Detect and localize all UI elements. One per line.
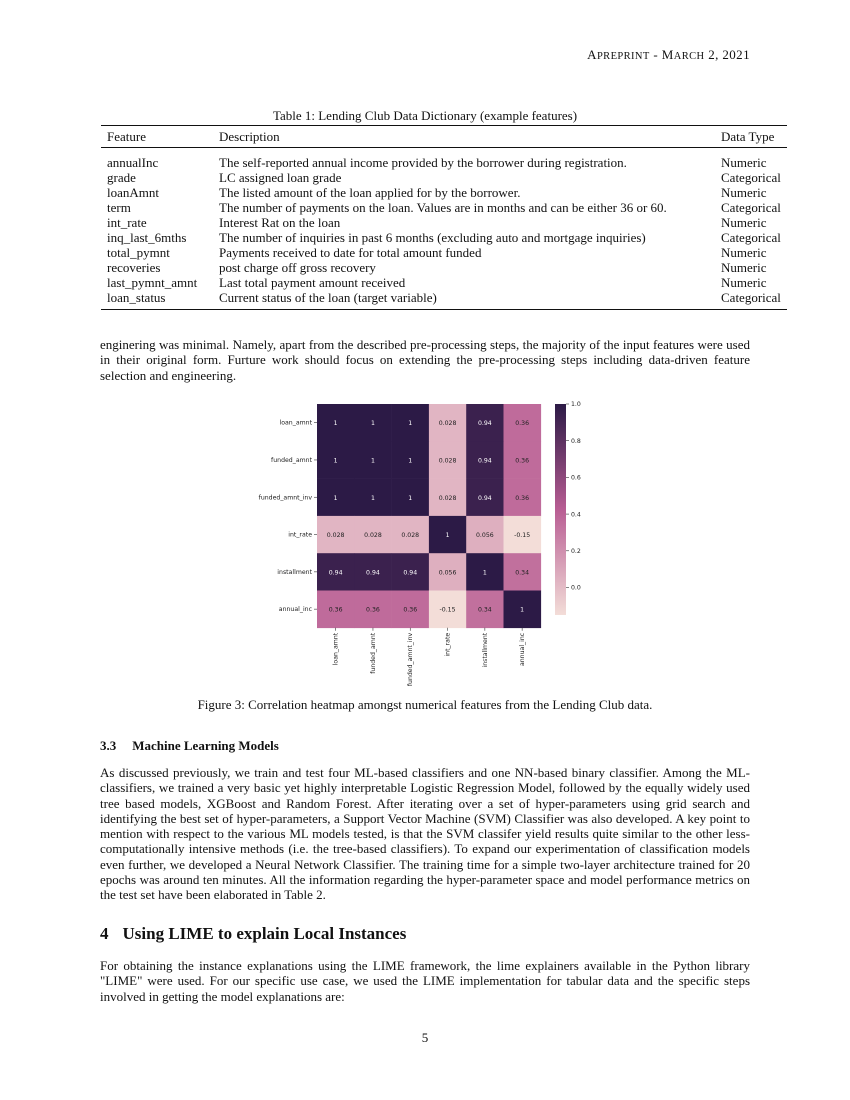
colorbar-tick-label: 0.8	[571, 437, 581, 445]
cell-feature: annualInc	[107, 155, 159, 170]
cell-feature: grade	[107, 170, 136, 185]
heatmap-cell-label: 0.028	[438, 457, 457, 465]
heatmap-cell-label: 0.36	[515, 457, 530, 465]
table-row	[101, 185, 787, 200]
heatmap-cell-label: 0.34	[515, 569, 530, 577]
heatmap-cell-label: 1	[333, 457, 338, 465]
cell-description: Last total payment amount received	[219, 275, 406, 290]
x-tick-label: funded_amnt	[369, 632, 377, 674]
cell-feature: loan_status	[101, 290, 213, 310]
heatmap-cell-label: 0.056	[438, 569, 457, 577]
heatmap-cell-label: 1	[408, 457, 413, 465]
cell-feature: total_pymnt	[107, 245, 170, 260]
heatmap-cell-label: 0.94	[477, 420, 492, 428]
heatmap-cell-label: -0.15	[439, 606, 456, 614]
colorbar-tick-label: 0.6	[571, 474, 581, 482]
colorbar-tick-label: 0.0	[571, 584, 581, 592]
heatmap-cell-label: 0.36	[366, 606, 380, 614]
cell-datatype: Categorical	[721, 200, 781, 215]
section-heading-3-3	[100, 738, 279, 754]
table-row	[101, 148, 787, 171]
cell-feature: term	[107, 200, 131, 215]
heatmap-cell-label: 0.36	[328, 606, 343, 614]
cell-description: Interest Rat on the loan	[219, 215, 341, 230]
cell-description: LC assigned loan grade	[219, 170, 342, 185]
figure-caption: Figure 3: Correlation heatmap amongst numerical features from the Lending Club data.	[197, 697, 653, 712]
heatmap-cell-label: 1	[370, 494, 375, 502]
x-tick-label: int_rate	[444, 632, 452, 657]
cell-feature: recoveries	[107, 260, 161, 275]
y-tick-label: funded_amnt_inv	[258, 494, 312, 502]
cell-feature: last_pymnt_amnt	[107, 275, 198, 290]
cell-datatype: Categorical	[721, 170, 781, 185]
heatmap-cell-label: 0.028	[326, 532, 345, 540]
colorbar-tick-label: 0.4	[571, 511, 581, 519]
cell-datatype: Numeric	[721, 245, 767, 260]
section-heading-4	[100, 924, 406, 944]
paragraph-preprocessing: enginering was minimal. Namely, apart from the described pre-processing steps, the majority of the input features were used in their original form. Furture work should focus on extending the pre-processing steps including data-driven feature selection and engineering.	[100, 337, 750, 383]
heatmap-cell-label: 0.34	[477, 606, 492, 614]
y-tick-label: loan_amnt	[279, 419, 312, 427]
correlation-heatmap-figure	[258, 393, 590, 698]
heatmap-cell-label: 1	[445, 532, 450, 540]
heatmap-cell-label: 0.94	[403, 569, 418, 577]
heatmap-cell-label: 0.94	[477, 494, 492, 502]
table-row	[101, 200, 787, 215]
y-tick-label: installment	[277, 568, 312, 576]
table-row	[101, 290, 787, 310]
x-tick-label: installment	[481, 632, 489, 668]
table-caption: Table 1: Lending Club Data Dictionary (example features)	[272, 108, 578, 123]
cell-feature: inq_last_6mths	[107, 230, 187, 245]
heatmap-cell-label: 0.056	[475, 532, 494, 540]
x-tick-label: annual_inc	[519, 632, 527, 667]
cell-datatype: Numeric	[721, 155, 767, 170]
heatmap-cell-label: 1	[370, 457, 375, 465]
heatmap-cell-label: 1	[408, 494, 413, 502]
cell-datatype: Categorical	[715, 290, 787, 310]
cell-feature: int_rate	[107, 215, 147, 230]
colorbar-tick-label: 1.0	[571, 401, 581, 409]
cell-description: post charge off gross recovery	[219, 260, 376, 275]
col-header-feature: Feature	[101, 126, 213, 148]
cell-description: The number of payments on the loan. Values are in months and can be either 36 or 60.	[219, 200, 667, 215]
cell-feature: loanAmnt	[107, 185, 159, 200]
y-tick-label: annual_inc	[278, 606, 312, 614]
x-tick-label: loan_amnt	[332, 632, 340, 666]
section-number: 3.3	[100, 738, 117, 753]
heatmap-cell-label: 0.94	[328, 569, 343, 577]
heatmap-cell-label: 1	[520, 606, 525, 614]
cell-datatype: Categorical	[721, 230, 781, 245]
heatmap-svg	[258, 393, 590, 693]
heatmap-cell-label: 1	[333, 420, 338, 428]
heatmap-cell-label: 0.94	[366, 569, 380, 577]
cell-datatype: Numeric	[721, 215, 767, 230]
section-number: 4	[100, 924, 109, 943]
data-dictionary-table	[101, 125, 787, 310]
heatmap-cell-label: 1	[370, 420, 375, 428]
x-tick-label: funded_amnt_inv	[407, 632, 415, 687]
heatmap-cell-label: 0.028	[364, 532, 382, 540]
table-row	[101, 275, 787, 290]
cell-datatype: Numeric	[721, 275, 767, 290]
heatmap-cell-label: 0.94	[477, 457, 492, 465]
paragraph-ml-models: As discussed previously, we train and test four ML-based classifiers and one NN-based binary classifier. Among the ML-classifiers, we trained a very basic yet highly interpretable Logistic Regression Model, followed by the equally widely used tree based models, XGBoost and Random Forest. After iterating over a set of hyper-parameters using grid search and identifying the best set of hyper-parameters, a Support Vector Machine (SVM) Classifier was also developed. A key point to mention with respect to the various ML models tested, is that the SVM classifer yield results quite similar to the other less-computationally intensive methods (i.e. the tree-based classifiers). To expand our experimentation of classification models even further, we developed a Neural Network Classifier. The training time for a simple two-layer architecture trained for 20 epochs was around ten minutes. All the information regarding the hyper-parameter space and model performance metrics on the test set have been elaborated in Table 2.	[100, 765, 750, 903]
heatmap-cell-label: 1	[333, 494, 338, 502]
heatmap-cell-label: 0.028	[438, 494, 457, 502]
colorbar	[555, 404, 566, 615]
cell-description: The self-reported annual income provided by the borrower during registration.	[219, 155, 627, 170]
running-header: APREPRINT - MARCH 2, 2021	[587, 47, 750, 62]
paragraph-lime: For obtaining the instance explanations using the LIME framework, the lime explainers available in the Python library "LIME" were used. For our specific use case, we used the LIME implementation for tabular data and the specific steps involved in getting the model explanations are:	[100, 958, 750, 1004]
heatmap-cell-label: 0.028	[438, 420, 457, 428]
heatmap-cell-label: 1	[408, 420, 413, 428]
section-title: Machine Learning Models	[132, 738, 279, 753]
table-row	[101, 260, 787, 275]
cell-description: Payments received to date for total amount funded	[219, 245, 482, 260]
cell-description: Current status of the loan (target variable)	[213, 290, 715, 310]
cell-description: The listed amount of the loan applied for by the borrower.	[219, 185, 521, 200]
col-header-description: Description	[213, 126, 715, 148]
heatmap-cell-label: 0.36	[403, 606, 418, 614]
section-title: Using LIME to explain Local Instances	[122, 924, 407, 943]
heatmap-cell-label: 0.36	[515, 420, 530, 428]
col-header-datatype: Data Type	[715, 126, 787, 148]
y-tick-label: funded_amnt	[271, 456, 312, 464]
table-row	[101, 215, 787, 230]
colorbar-tick-label: 0.2	[571, 547, 581, 555]
table-row	[101, 230, 787, 245]
table-header-row	[101, 126, 787, 148]
heatmap-cell-label: 1	[482, 569, 487, 577]
page-number: 5	[421, 1030, 429, 1045]
y-tick-label: int_rate	[288, 531, 312, 539]
table-row	[101, 170, 787, 185]
heatmap-cell-label: 0.028	[401, 532, 420, 540]
cell-datatype: Numeric	[721, 185, 767, 200]
cell-datatype: Numeric	[721, 260, 767, 275]
heatmap-cell-label: 0.36	[515, 494, 530, 502]
table-row	[101, 245, 787, 260]
cell-description: The number of inquiries in past 6 months (excluding auto and mortgage inquiries)	[219, 230, 646, 245]
heatmap-cell-label: -0.15	[514, 532, 531, 540]
